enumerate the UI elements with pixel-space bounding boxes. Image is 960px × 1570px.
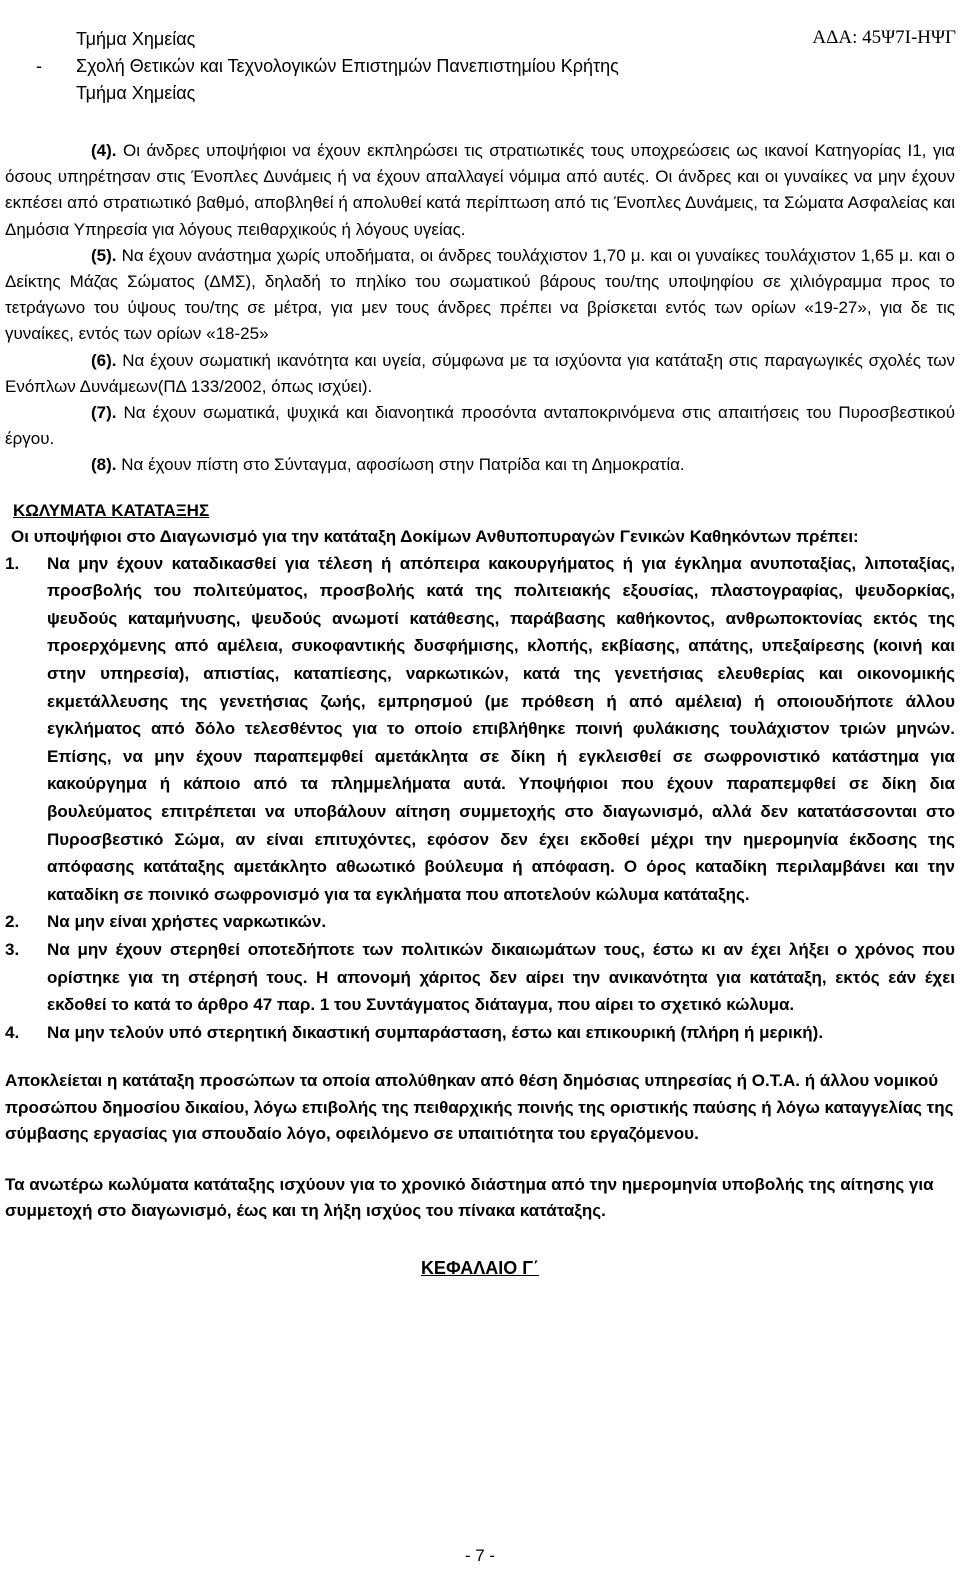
obstacle-item-2 [5, 908, 955, 936]
obstacle-item-3 [5, 936, 955, 1019]
chapter-title: ΚΕΦΑΛΑΙΟ Γ΄ [420, 1257, 540, 1278]
header-dash: - [36, 56, 42, 76]
requirement-8 [5, 452, 955, 478]
document-body [5, 138, 955, 1281]
requirement-number: (6). [91, 350, 117, 370]
obstacles-heading: ΚΩΛΥΜΑΤΑ ΚΑΤΑΤΑΞΗΣ [13, 500, 210, 520]
validity-paragraph: Τα ανωτέρω κωλύματα κατάταξης ισχύουν για το χρονικό διάστημα από την ημερομηνία υποβολής της αίτησης για συμμετοχή στο διαγωνισμό, έως και τη λήξη ισχύος του πίνακα κατάταξης. [5, 1174, 934, 1221]
obstacles-lead: Οι υποψήφιοι στο Διαγωνισμό για την κατάταξη Δοκίμων Ανθυποπυραγών Γενικών Καθηκόντων πρέπει: [11, 526, 859, 546]
requirement-4 [5, 138, 955, 243]
requirement-number: (8). [91, 455, 117, 475]
requirement-number: (4). [91, 141, 117, 160]
obstacles-list [5, 550, 955, 1047]
obstacle-item-1 [5, 550, 955, 909]
requirement-text: Να έχουν πίστη στο Σύνταγμα, αφοσίωση στην Πατρίδα και τη Δημοκρατία. [121, 455, 685, 475]
requirement-5 [5, 243, 955, 348]
ada-code: ΑΔΑ: 45Ψ7Ι-ΗΨΓ [812, 27, 956, 48]
item-text: Να μην έχουν καταδικασθεί για τέλεση ή απόπειρα κακουργήματος ή για έγκλημα ανυποταξίας, λιποταξίας, προσβολής του πολιτεύματος, προσβολής κατά της πολιτειακής εξουσίας, πλαστογραφίας, ψευδορκίας, ψευδούς καταμήνυσης, ψευδούς ανωμοτί κατάθεσης, παράβασης καθήκοντος, ανθρωποκτονίας εκτός της προερχόμενης από αμέλεια, συκοφαντικής δυσφήμισης, κλοπής, εκβίασης, απάτης, υπεξαίρεσης (κοινή και στην υπηρεσία), απιστίας, καταπίεσης, ναρκωτικών, κατά της γενετήσιας ελευθερίας και οικονομικής εκμετάλλευσης της γενετήσιας ζωής, εμπρησμού (με πρόθεση ή από αμέλεια) ή οποιουδήποτε άλλου εγκλήματος από δόλο τελεσθέντος για το οποίο επιβλήθηκε ποινή φυλάκισης τουλάχιστον τριών μηνών. Επίσης, να μην έχουν παραπεμφθεί αμετάκλητα σε δίκη ή εγκλεισθεί σε σωφρονιστικό κατάστημα για κακούργημα ή κάποιο από τα πλημμελήματα αυτά. Υποψήφιοι που έχουν παραπεμφθεί σε δίκη δια βουλεύματος επιτρέπεται να υποβάλουν αίτηση συμμετοχής στο διαγωνισμό, αλλά δεν κατατάσσονται στο Πυροσβεστικό Σώμα, αν είναι επιτυχόντες, εφόσον δεν έχει εκδοθεί μέχρι την ημερομηνία έκδοσης της απόφασης κατάταξης αμετάκλητο αθωωτικό βούλευμα ή απόφαση. Ο όρος καταδίκη περιλαμβάνει και την καταδίκη σε ποινικό σωφρονισμό για τα εγκλήματα που αποτελούν κώλυμα κατάταξης. [47, 553, 955, 904]
requirement-text: Να έχουν σωματικά, ψυχικά και διανοητικά προσόντα ανταποκρινόμενα στις απαιτήσεις του Πυροσβεστικού έργου. [5, 403, 955, 449]
requirement-text: Να έχουν σωματική ικανότητα και υγεία, σύμφωνα με τα ισχύοντα για κατάταξη στις παραγωγικές σχολές των Ενόπλων Δυνάμεων(ΠΔ 133/2002, όπως ισχύει). [5, 350, 955, 396]
header-school: Σχολή Θετικών και Τεχνολογικών Επιστημών Πανεπιστημίου Κρήτης [76, 56, 619, 76]
item-number: 3. [5, 939, 20, 959]
requirement-text: Να έχουν ανάστημα χωρίς υποδήματα, οι άνδρες τουλάχιστον 1,70 μ. και οι γυναίκες τουλάχιστον 1,65 μ. και ο Δείκτης Μάζας Σώματος (ΔΜΣ), δηλαδή το πηλίκο του σωματικού βάρους του/της υποψηφίου σε χιλιόγραμμα προς το τετράγωνο του ύψους του/της σε μέτρα, για μεν τους άνδρες πρέπει να βρίσκεται εντός των ορίων «19-27», για δε τις γυναίκες, εντός των ορίων «18-25» [5, 245, 955, 344]
requirement-7 [5, 400, 955, 452]
exclusion-paragraph: Αποκλείεται η κατάταξη προσώπων τα οποία απολύθηκαν από θέση δημόσιας υπηρεσίας ή Ο.Τ.Α. ή άλλου νομικού προσώπου δημοσίου δικαίου, λόγω επιβολής της πειθαρχικής ποινής της οριστικής παύσης ή λόγω καταγγελίας της σύμβασης εργασίας για σπουδαίο λόγο, οφειλόμενο σε υπαιτιότητα του εργαζόμενου. [5, 1071, 954, 1144]
item-text: Να μην είναι χρήστες ναρκωτικών. [47, 912, 327, 932]
page-number: - 7 - [464, 1546, 496, 1565]
item-number: 1. [5, 553, 20, 573]
item-text: Να μην έχουν στερηθεί οποτεδήποτε των πολιτικών δικαιωμάτων τους, έστω κι αν έχει λήξει ο χρόνος που ορίστηκε για τη στέρησή τους. Η απονομή χάριτος δεν αίρει την ανικανότητα για κατάταξη, εκτός εάν έχει εκδοθεί το κατά το άρθρο 47 παρ. 1 του Συντάγματος διάταγμα, που αίρει το σχετικό κώλυμα. [47, 939, 955, 1015]
item-text: Να μην τελούν υπό στερητική δικαστική συμπαράσταση, έστω και επικουρική (πλήρη ή μερική). [47, 1022, 824, 1042]
requirement-text: Οι άνδρες υποψήφιοι να έχουν εκπληρώσει τις στρατιωτικές τους υποχρεώσεις ως ικανοί Κατηγορίας Ι1, για όσους υπηρέτησαν στις Ένοπλες Δυνάμεις ή να έχουν απαλλαγεί νόμιμα από αυτές. Οι άνδρες και οι γυναίκες να μην έχουν εκπέσει από στρατιωτικό βαθμό, αποβληθεί ή απολυθεί κατά περίπτωση από τις Ένοπλες Δυνάμεις, τα Σώματα Ασφαλείας και Δημόσια Υπηρεσία για λόγους πειθαρχικούς ή λόγους υγείας. [5, 141, 955, 239]
item-number: 2. [5, 912, 20, 932]
requirement-number: (5). [91, 245, 117, 265]
obstacle-item-4 [5, 1019, 955, 1047]
requirement-6 [5, 348, 955, 400]
requirement-number: (7). [91, 403, 117, 423]
item-number: 4. [5, 1022, 20, 1042]
header-department-repeat: Τμήμα Χημείας [76, 83, 196, 103]
header-department: Τμήμα Χημείας [76, 29, 196, 49]
